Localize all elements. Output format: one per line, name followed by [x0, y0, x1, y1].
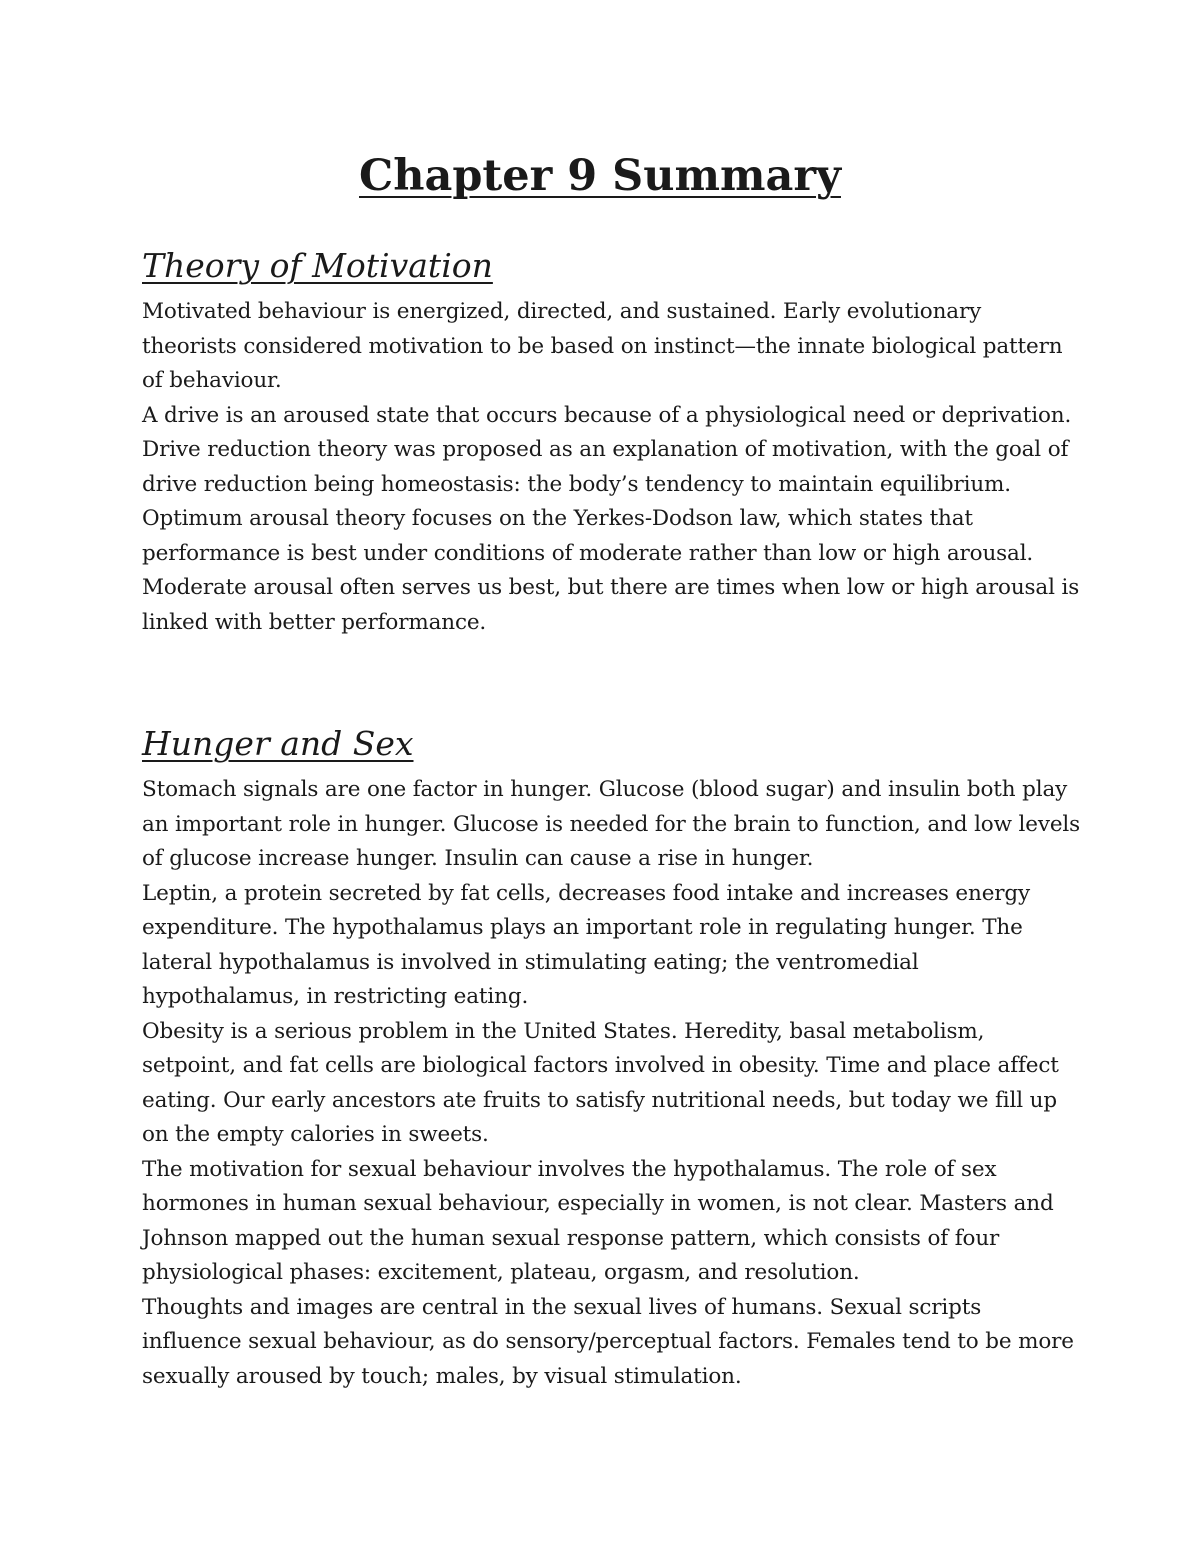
paragraph: A drive is an aroused state that occurs because of a physiological need or deprivation. Drive reduction theory was proposed as an explanation of motivation, with the goal of drive reduction being homeostasis: the body’s tendency to maintain equilibrium.: [142, 402, 1072, 497]
paragraph: Thoughts and images are central in the sexual lives of humans. Sexual scripts influence sexual behaviour, as do sensory/perceptual factors. Females tend to be more sexually aroused by touch; males, by visual stimulation.: [142, 1294, 1074, 1389]
section-hunger-and-sex: [142, 721, 1082, 1394]
section-heading: Theory of Motivation: [142, 246, 493, 285]
section-theory-of-motivation: [142, 243, 1082, 640]
section-heading: Hunger and Sex: [142, 724, 414, 763]
paragraph: Stomach signals are one factor in hunger. Glucose (blood sugar) and insulin both play an important role in hunger. Glucose is needed for the brain to function, and low levels of glucose increase hunger. Insulin can cause a rise in hunger.: [142, 777, 1081, 871]
paragraph: Leptin, a protein secreted by fat cells, decreases food intake and increases energy expenditure. The hypothalamus plays an important role in regulating hunger. The lateral hypothalamus is involved in stimulating eating; the ventromedial hypothalamus, in restricting eating.: [142, 880, 1031, 1009]
paragraph: Motivated behaviour is energized, directed, and sustained. Early evolutionary theorists considered motivation to be based on instinct—the innate biological pattern of behaviour.: [142, 299, 1063, 393]
paragraph: Obesity is a serious problem in the United States. Heredity, basal metabolism, setpoint, and fat cells are biological factors involved in obesity. Time and place affect eating. Our early ancestors ate fruits to satisfy nutritional needs, but today we fill up on the empty calories in sweets.: [142, 1018, 1059, 1147]
page-title: Chapter 9 Summary: [359, 151, 841, 201]
paragraph: Optimum arousal theory focuses on the Yerkes-Dodson law, which states that performance is best under conditions of moderate rather than low or high arousal. Moderate arousal often serves us best, but there are times when low or high arousal is linked with better performance.: [142, 506, 1080, 635]
paragraph: The motivation for sexual behaviour involves the hypothalamus. The role of sex hormones in human sexual behaviour, especially in women, is not clear. Masters and Johnson mapped out the human sexual response pattern, which consists of four physiological phases: excitement, plateau, orgasm, and resolution.: [142, 1156, 1054, 1285]
